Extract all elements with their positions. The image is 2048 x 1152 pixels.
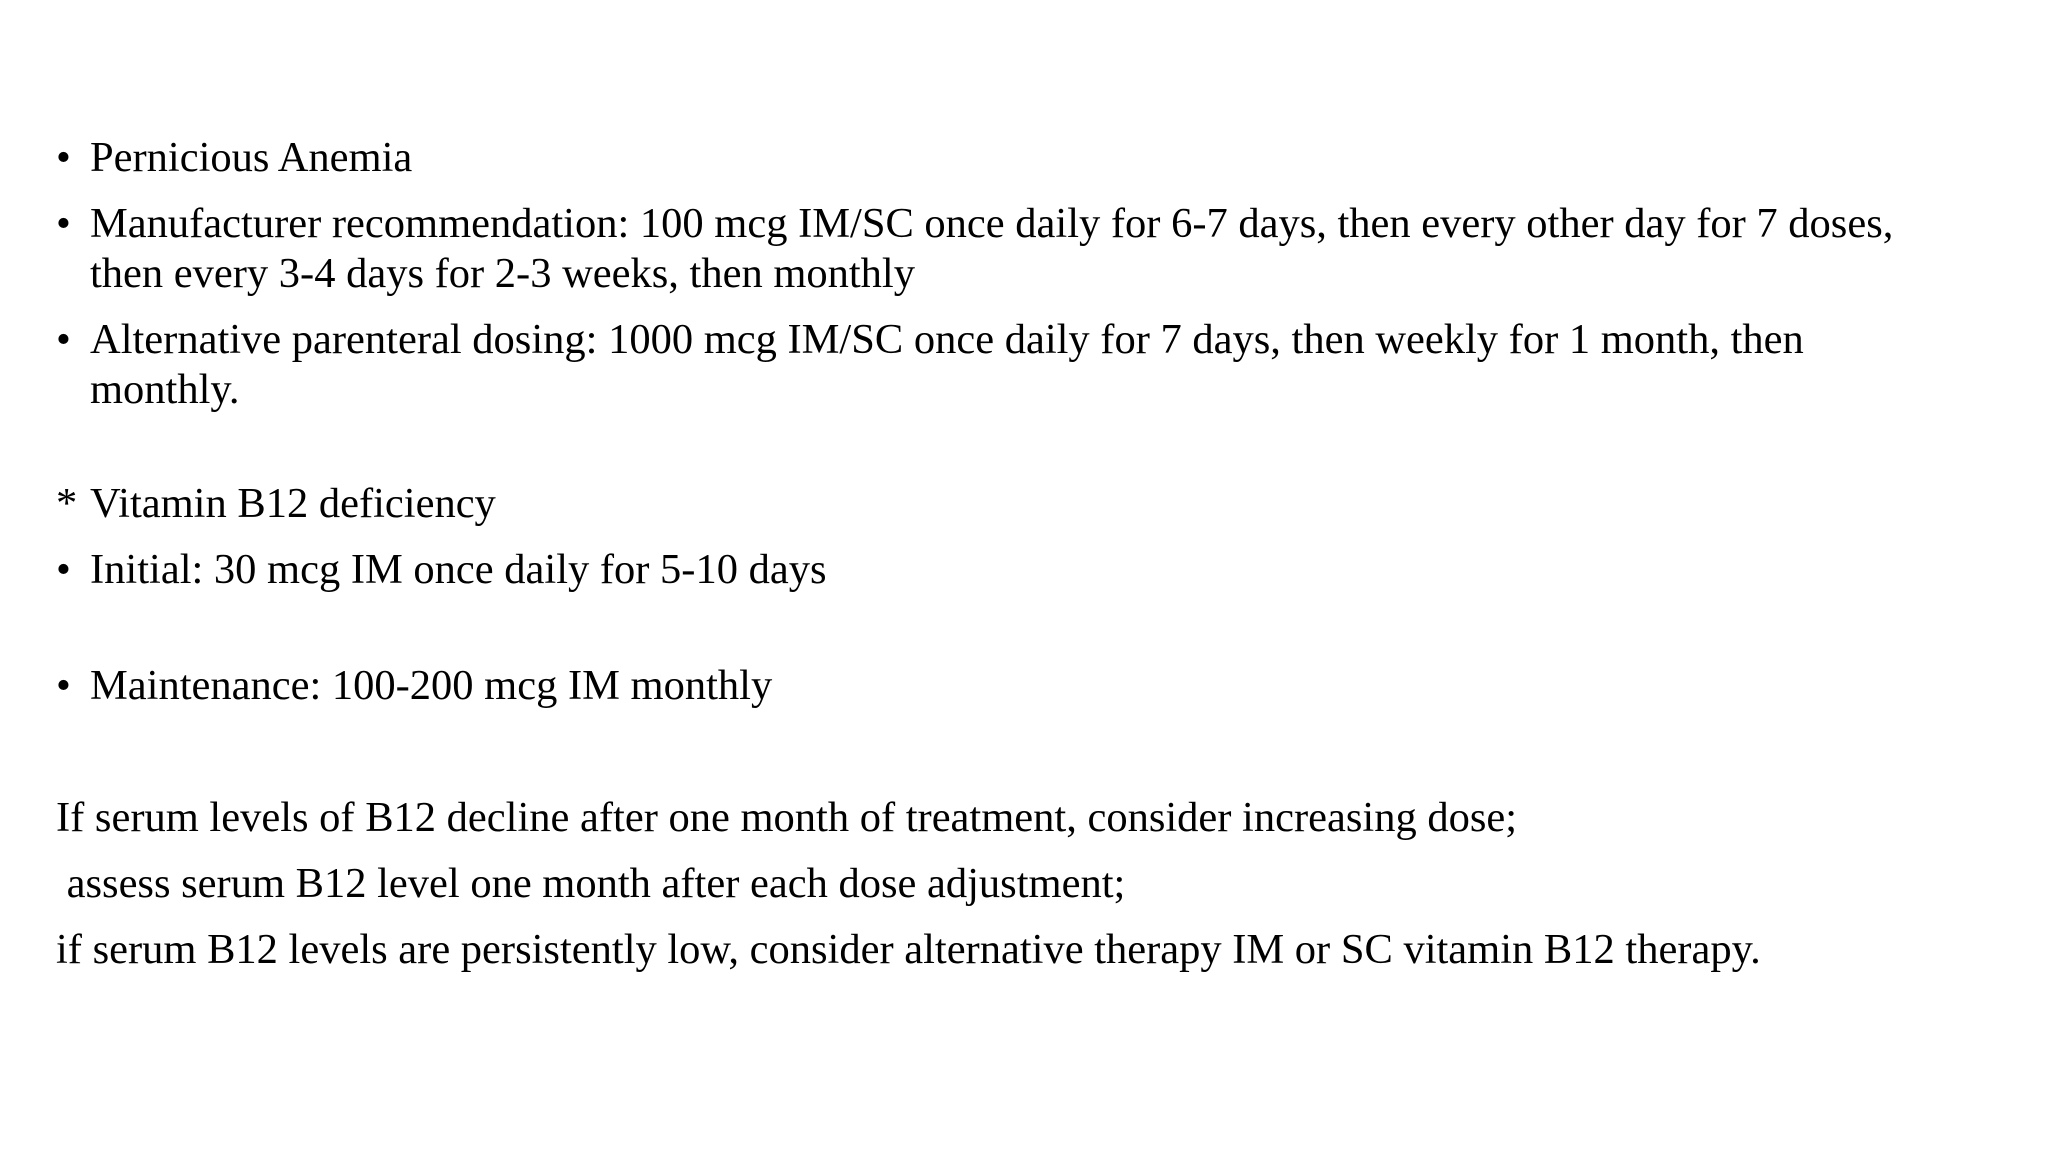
bullet-marker: •: [56, 546, 71, 593]
note-line-assess-level: assess serum B12 level one month after each dose adjustment;: [56, 860, 1126, 907]
bullet-text: Initial: 30 mcg IM once daily for 5-10 days: [90, 546, 827, 593]
bullet-item-initial: [56, 545, 1986, 595]
bullet-item-manufacturer-recommendation: [56, 199, 1950, 299]
bullet-text: Maintenance: 100-200 mcg IM monthly: [90, 662, 773, 709]
bullet-text: Manufacturer recommendation: 100 mcg IM/SC once daily for 6-7 days, then every other day for 7 doses, then every 3-4 days for 2-3 weeks, then monthly: [90, 200, 1894, 297]
bullet-item-alternative-dosing: [56, 315, 1950, 415]
note-line-dose-increase: If serum levels of B12 decline after one month of treatment, consider increasing dose;: [56, 794, 1518, 841]
bullet-marker: •: [56, 134, 71, 181]
bullet-item-pernicious-anemia: [56, 133, 1986, 183]
bullet-text: Pernicious Anemia: [90, 134, 413, 181]
bullet-marker: •: [56, 200, 71, 247]
bullet-marker: •: [56, 662, 71, 709]
bullet-marker: •: [56, 316, 71, 363]
section-heading-b12-deficiency: [56, 479, 1986, 529]
slide-content: [56, 133, 1986, 975]
bullet-text: Alternative parenteral dosing: 1000 mcg IM/SC once daily for 7 days, then weekly for 1 month, then monthly.: [90, 316, 1804, 413]
bullet-item-maintenance: [56, 661, 1986, 711]
heading-marker: *: [56, 480, 78, 527]
note-line-alternative-therapy: if serum B12 levels are persistently low, consider alternative therapy IM or SC vitamin B12 therapy.: [56, 926, 1761, 973]
section-heading-text: Vitamin B12 deficiency: [90, 480, 496, 527]
